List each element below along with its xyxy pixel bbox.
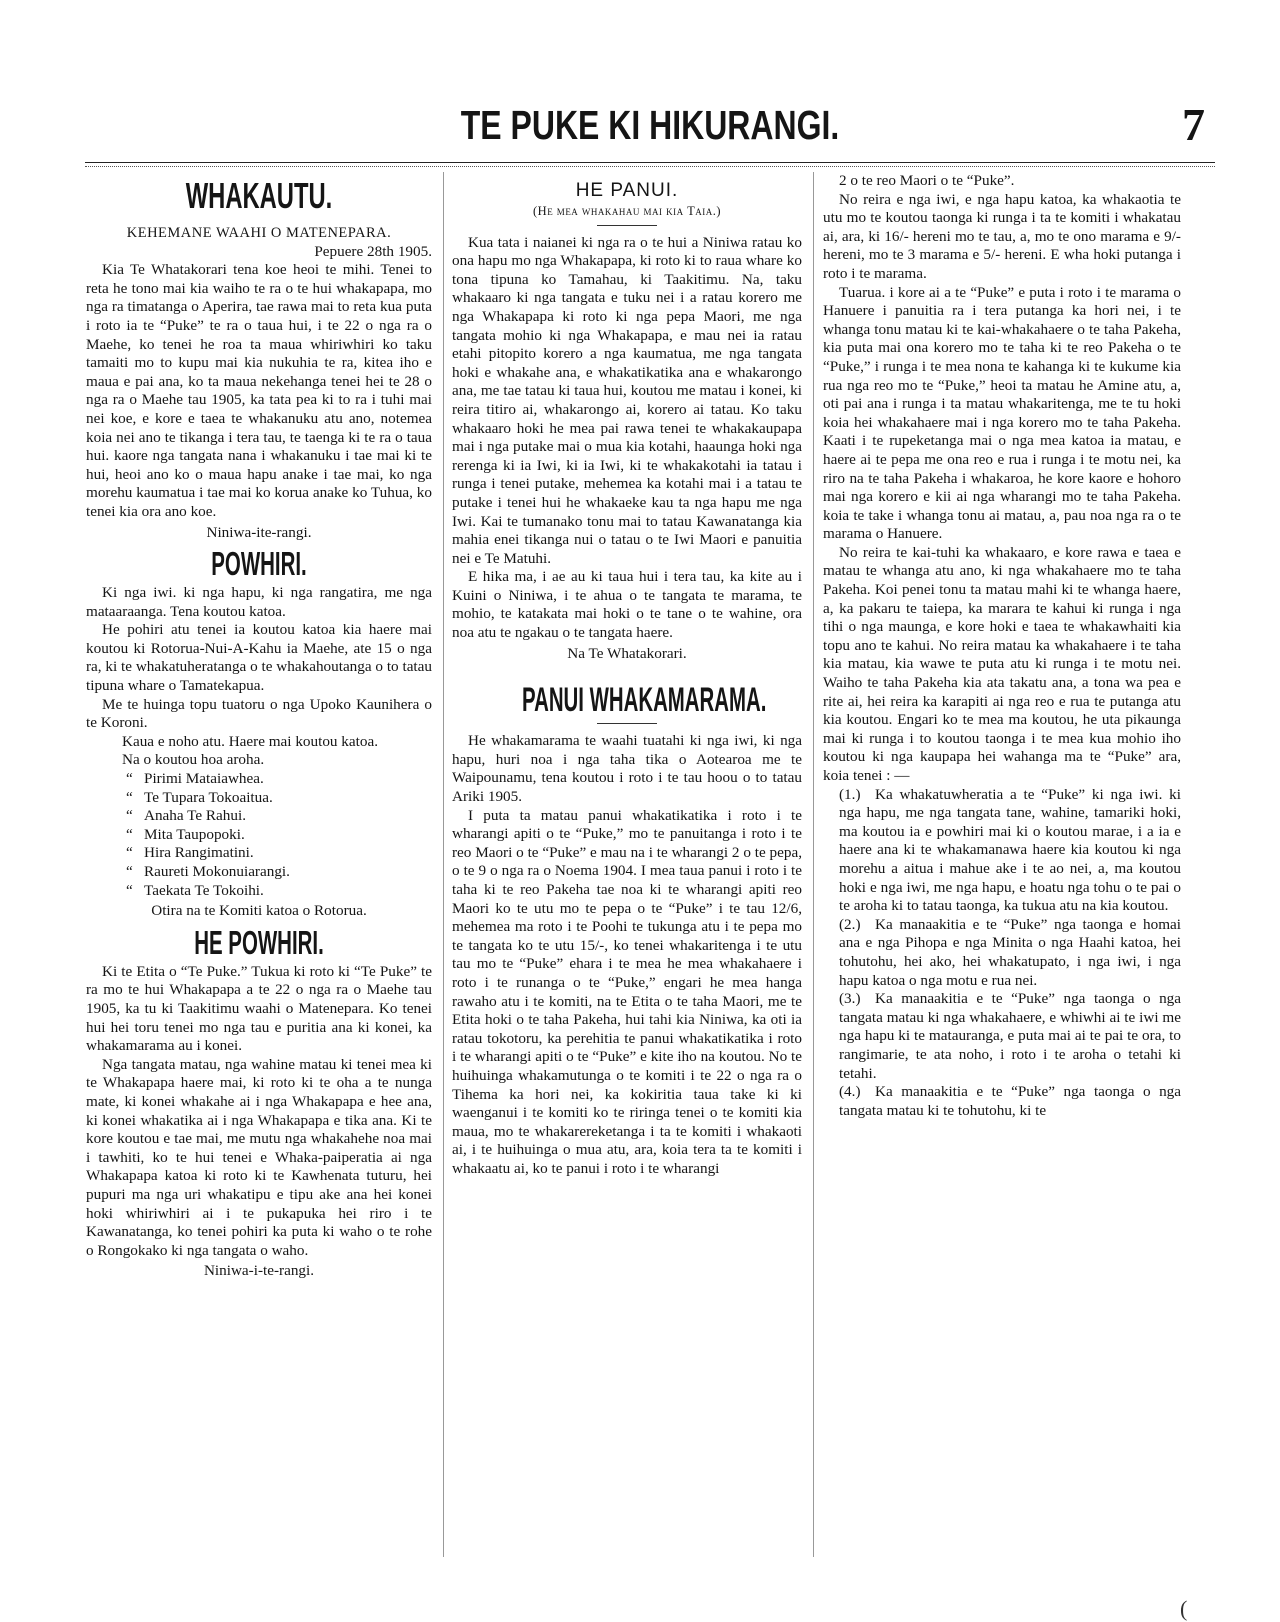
paragraph: Kua tata i naianei ki nga ra o te hui a Niniwa ratau ko ona hapu mo nga Whakapapa, ki roto ki to raua whare ko tona tipuna ko Tamahau, ki Taakitimu. Na, taku whakaaro ki nga tangata e tuku nei i a ratau korero me nga Whakapapa ki roto ki nga pepa Maori, me nga tangata mohio ki nga Whakapapa, e mau nei ia ratau etahi pitopito korero a nga kaumatua, me nga tangata hoki e whakahe ana, e whakatikatika ana e whakarongo ana, me tae tatau ki taua hui, koutou me matau i konei, ki reira titiro ai, whakarongo ai, korero ai tatau. Ko taku whakaaro hoki he mea pai rawa tenei te whakakaupapa mai i nga putake mai o mua kia kotahi, haaunga hoki nga rerenga ki ia Iwi, ki ia Iwi, ki te whakakotahi ia tatau i runga i tenei putake, mehemea ka kotahi mai i a tatau te putake i tenei hui he whakaeke kau ta nga hapu me nga Iwi. Kai te tumanako tonu mai to tatau Kawanatanga kia mahia enei tikanga nui o tatau o te Iwi Maori e panuitia nei e Te Matuhi. [452,233,802,567]
column-divider [443,172,444,1557]
numbered-item: (2.) Ka manaakitia e te “Puke” nga taonga e homai ana e nga Pihopa e nga Minita o nga Haahi katoa, hei tohutohu, hei ako, hei whakatupato, i nga iwi, i nga hapu katoa o nga motu e rua nei. [839,915,1181,989]
heading-he-powhiri: HE POWHIRI. [194,923,324,961]
paragraph: He whakamarama te waahi tuatahi ki nga iwi, ki nga hapu, huri noa i nga taha tika o Aotearoa me te Waipounamu, tena koutou i roto i te tau hoou o to tatau Ariki 1905. [452,732,802,806]
list-item: “ Raureti Mokonuiarangi. [126,863,290,880]
page-number: 7 [1182,99,1205,150]
list-item: “ Mita Taupopoki. [126,825,245,843]
paragraph: Kaua e noho atu. Haere mai koutou katoa. [122,732,378,750]
list-item: “ Te Tupara Tokoaitua. [126,788,273,806]
heading-he-panui: HE PANUI. [575,180,679,201]
numbered-item: (3.) Ka manaakitia e te “Puke” nga taonga o nga tangata matau ki nga whakahaere, e whiwhi ai te iwi me nga hapu ki te matauranga, e puta mai ai te pai te ora, to rangimarie, te ata noho, i roto i te aroha o tetahi ki tetahi. [839,990,1181,1082]
paragraph: Nga tangata matau, nga wahine matau ki tenei mea ki te Whakapapa haere mai, ki roto ki te oha a te nunga mate, ki konei whakahe ai i nga Whakapapa e hee ana, ki konei whakatika ai i nga Whakapapa e tika ana. Ki te kore koutou e tae mai, me mutu nga whakahehe noa mai i tawhiti, ko te hui tenei e Whaka-paiperatia ai nga Whakapapa katoa ki roto ki te Kawhenata tuturu, hei pupuri ma nga uri whakatipu e tipu ake ana hei konei hoki whiriwhiri ai i te pukapuka hei riro i te Kawanatanga, ko tenei pohiri ka puta ki waho o te rohe o Rongokako ki nga tangata o waho. [86,1055,432,1259]
newspaper-title: TE PUKE KI HIKURANGI. [460,102,840,148]
paragraph: No reira te kai-tuhi ka whakaaro, e kore rawa e taea e matau te whanga atu ano, ki nga whakahaere mo te taha Pakeha. Koi penei tonu ta matau mahi ki te whanga haere, a, ka pakaru te taiepa, ka marara te kahui ki runga i nga tihi o nga maunga, e kore hoki e taea te whakawhaiti kia topu ano te kahui. No reira matau ka whakahaere i te taha kia matau, kia wawe te puta atu ki runga i te motu nei. Waiho te taha Pakeha kia ata takatu ana, a tona wa pea e rite ai, hei reira ka karapiti ai nga reo e rua te putanga atu kia koutou. Engari ko te mea ma koutou, he uta pikaunga mai ki runga i to koutou taonga i te mea kua mohio iho koutou ki nga kaupapa hei wahanga ma te “Puke” ara, koia tenei : — [823,543,1181,784]
signatory-list [86,770,432,900]
masthead-rule [85,162,1215,163]
short-rule [597,723,657,724]
section-title: KEHEMANE WAAHI O MATENEPARA. [126,225,392,241]
paragraph: Me te huinga topu tuatoru o nga Upoko Kaunihera o te Koroni. [86,695,432,732]
list-item: “ Pirimi Mataiawhea. [126,770,264,788]
dateline: Pepuere 28th 1905. [314,242,432,260]
paragraph: He pohiri atu tenei ia koutou katoa kia haere mai koutou ki Rotorua-Nui-A-Kahu ia Maehe, ate 15 o nga ra, ki te whakatuheratanga o te whakahoutanga o to tatau tipuna whare o Tamatekapua. [86,621,432,695]
paragraph: I puta ta matau panui whakatikatika i roto i te wharangi apiti o te “Puke,” mo te panuitanga i roto i te reo Maori o te “Puke” e mau na i te wharangi 2 o te pepa, o te 9 o nga ra o Noema 1904. I mea taua panui i roto i te taha ki te reo Pakeha tae noa ki te wharangi apiti reo Maori ko te utu mo te pepa o te “Puke” i te tau 12/6, mehemea ma roto i te Poohi te tukunga atu i te pepa mo te tangata ko te utu 15/-, ko tenei whakaritenga i te utu tau mo te “Puke” ehara i te mea he mea whakahaere i roto i te runanga o te “Puke,” engari he mea hanga rawaho atu i te komiti, na te Etita o te taha Maori, me te Etita hoki o te taha Pakeha, hui tahi kia Niniwa, ka oti ia ratau tokotoru, ka perehitia te panui whakatikatika i roto i te wharangi apiti o te “Puke” e kite iho na koutou. No te huihuinga whakamutunga o te komiti i te 22 o nga ra o Tihema ka hori nei, ka kokiritia taua take ki ki waenganui i te komiti ko te riringa tenei o te komiti kia maua, mo te whakarereketanga i ta te komiti i whakaoti ai, i te huihuinga o mua atu, ara, koia tera ta te komiti i whakaatu ai, ko te panui i roto i te wharangi [452,806,802,1177]
aroha-intro: Na o koutou hoa aroha. [122,751,265,769]
signature: Niniwa-ite-rangi. [206,523,312,541]
list-item: “ Taekata Te Tokoihi. [126,881,264,899]
heading-whakautu: WHAKAUTU. [185,175,333,216]
scan-mark: ( [1180,1596,1188,1621]
list-item: “ Anaha Te Rahui. [126,807,246,825]
paragraph: No reira e nga iwi, e nga hapu katoa, ka whakaotia te utu mo te koutou taonga ki runga i ta te komiti i whakatau ai, ara, ki 16/- hereni mo te tau, a, mo te ono marama e 9/- hereni, mo te 3 marama e 5/- hereni. E wha hoki putanga i roto i te marama. [823,190,1181,282]
signature: Niniwa-i-te-rangi. [203,1262,315,1280]
paragraph: E hika ma, i ae au ki taua hui i tera tau, ka kite au i Kuini o Niniwa, i te ahua o te tangata te marama, te mohio, te katakata mai hoki o te tane o te wahine, ora noa atu te ngakau o te tangata haere. [452,568,802,642]
column-3 [823,172,1181,1120]
numbered-item: (4.) Ka manaakitia e te “Puke” nga taonga o nga tangata matau ki te tohutohu, ki te [839,1083,1181,1119]
paragraph: Ki te Etita o “Te Puke.” Tukua ki roto ki “Te Puke” te ra mo te hui Whakapapa a te 22 o nga ra o Maehe tau 1905, ka tu ki Taakitimu waahi o Matenepara. Ko tenei hui hei toru tenei mo nga tau e puritia ana ki konei, ka whakamarama au i konei. [86,962,432,1055]
numbered-item: (1.) Ka whakatuwheratia a te “Puke” ki nga iwi. ki nga hapu, me nga tangata tane, wahine, tamariki hoki, ma koutou ia e powhiri mai ki o koutou marae, i a ia e haere ana ki te whakamanawa haere kia koutou ki nga morehu a aitua i mahue ake i te ao nei, a, ma koutou hoki e nga iwi, me nga hapu, e hoatu nga tohu o te pai o te aroha ki to tatau taonga, ka tukua atu na kia koutou. [839,785,1181,915]
column-1 [86,172,432,1281]
subheading: (He mea whakahau mai kia Taia.) [533,204,721,218]
masthead-dotted-rule [85,166,1215,167]
paragraph: Ki nga iwi. ki nga hapu, ki nga rangatira, me nga mataaraanga. Tena koutou katoa. [86,584,432,620]
paragraph: 2 o te reo Maori o te “Puke”. [839,172,1015,189]
letter-body: Kia Te Whatakorari tena koe heoi te mihi. Tenei to reta he tono mai kia waiho te ra o te hui whakapapa, mo nga ra timatanga o Aperira, tae rawa mai to reta kua puta i roto ia te “Puke” te ra o taua hui, i te 22 o nga ra o Maehe, ko tenei he roa ta maua whiriwhiri ko taku tamaiti mo to kupu mai kia nukuhia te ra, kitea iho e maua e pai ana, ko ta maua nekehanga tenei hei te 28 o nga ra o Maehe tau 1905, ka tata pea ki to ra i tuhi mai nei koe, e kore e taea te whakanuku atu ano, notemea koia nei ano te tikanga i tera tau, te taenga ki te ra o taua hui. kaore nga tangata nana i whakanuku i tae mai ki te hui, heoi ano ko o maua hapu anake i tae mai, ko nga morehu kaumatua i tae mai ko korua anake ko Tuhua, ko tenei kia ora ano koe. [86,261,432,520]
list-item: “ Hira Rangimatini. [126,844,254,862]
committee-signature: Otira na te Komiti katoa o Rotorua. [151,902,367,920]
heading-panui-whakamarama: PANUI WHAKAMARAMA. [522,681,767,720]
heading-powhiri: POWHIRI. [211,545,307,583]
column-divider [813,172,814,1557]
paragraph: Tuarua. i kore ai a te “Puke” e puta i roto i te marama o Hanuere i panuitia ra i tera putanga ka hori nei, i te whanga tonu matau ki te kai-whakahaere o te taha Pakeha, kia puta mai ona korero mo te taha ki te reo Pakeha o te “Puke,” i runga i te mea nona te kahanga ki te kukume kia rua nga reo mo te “Puke,” heoi ta matau he Amine atu, a, oti pai ana i runga i ta matau whakaritenga, me te tu hoki koia hei whakahaere mai i nga korero mo te taha Pakeha. Kaati i te rupeketanga mai o nga mea katoa ia matau, e haere ai te pepa me ona reo e rua i runga i te motu nei, ka riro na te taha Pakeha i whakaroa, he kore kaore e hohoro mai nga korero e kii ai nga wharangi mo te taha Pakeha. koia te take i whanga tonu ai matau, a, pau noa nga ra o te marama o Hanuere. [823,283,1181,543]
masthead [80,100,1220,158]
signature: Na Te Whatakorari. [567,644,687,662]
short-rule [597,225,657,226]
column-2 [452,172,802,1179]
